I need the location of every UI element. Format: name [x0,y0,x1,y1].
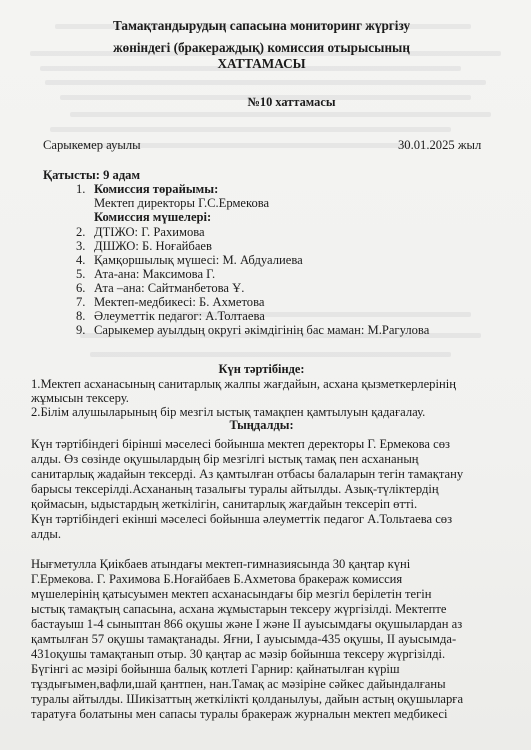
protocol-number: №10 хаттамасы [247,95,336,109]
paragraph-line: барысы тексерілді.Асхананың тазалығы туралы айтылды. Азық-түліктердің [31,482,439,496]
paragraph-line: 431оқушы тамақтанып отыр. 30 қаңтар ас мәзір бойынша тексеру жүргізілді. [31,647,446,661]
agenda-line: жұмысын тексеру. [31,391,129,405]
paragraph-line: Бүгінгі ас мәзірі бойынша балық котлеті Гарнир: қайнатылған күріш [31,662,400,676]
paragraph-line: алды. Өз сөзінде оқушылардың бір мезгілгі ыстық тамақ пен асхананың [31,452,419,466]
list-item-number: 6. [76,281,86,295]
agenda-heading: Күн тәртібінде: [218,362,305,376]
paragraph-line: тұздығымен,вафли,шай қантпен, нан.Тамақ ас мәзіріне сәйкес дайындалғаны [31,677,446,691]
member-item: Мектеп-медбикесі: Б. Ахметова [94,295,265,309]
list-item-number: 7. [76,295,86,309]
attendance-count: Қатысты: 9 адам [43,168,141,182]
list-item-number: 8. [76,309,86,323]
paragraph-line: санитарлық жадайын тексерді. Аз қамтылған отбасы балаларын тегін тамақтану [31,467,464,481]
member-item: ДШЖО: Б. Ноғайбаев [94,239,212,253]
heard-heading: Тыңдалды: [229,418,294,432]
member-item: Қамқоршылық мүшесі: М. Абдуалиева [94,253,303,267]
list-item-number: 5. [76,267,86,281]
paragraph-line: алды. [31,527,62,541]
paragraph-line: туралы айтылды. Шикізаттың жеткілікті қолданылуы, дайын астың оқушыларға [31,692,464,706]
members-heading: Комиссия мүшелері: [94,210,212,224]
list-item-number: 2. [76,225,86,239]
paragraph-line: мүшелерінің қатысуымен мектеп асханасындағы бір мезгіл берілетін тегін [31,587,432,601]
member-item: Ата –ана: Сайтманбетова Ұ. [94,281,245,295]
chair-heading: Комиссия төрайымы: [94,182,219,196]
place-name: Сарыкемер ауылы [43,138,141,152]
show-through-mark [90,352,451,357]
paragraph-line: қоймасын, ыдыстардың жеткілігін, санитарлық жағдайын тексеріп өтті. [31,497,418,511]
member-item: ДТІЖО: Г. Рахимова [94,225,205,239]
list-item-number: 3. [76,239,86,253]
title-line-3: ХАТТАМАСЫ [217,56,306,71]
chair-name: Мектеп директоры Г.С.Ермекова [94,196,270,210]
title-line-2: жөніндегі (бракераждық) комиссия отырысының [113,40,410,55]
paragraph-line: қамтылған 57 оқушы тамақтанады. Яғни, І ауысымда-435 оқушы, ІІ ауысымда- [31,632,457,646]
title-line-1: Тамақтандырудың сапасына мониторинг жүргізу [112,18,411,33]
list-item-number: 9. [76,323,86,337]
member-item: Ата-ана: Максимова Г. [94,267,216,281]
protocol-date: 30.01.2025 жыл [398,138,482,152]
paragraph-line: Г.Ермекова. Г. Рахимова Б.Ноғайбаев Б.Ахметова бракераж комиссия [31,572,403,586]
list-item-number: 1. [76,182,86,196]
member-item: Сарыкемер ауылдың округі әкімдігінің бас маман: М.Рагулова [94,323,430,337]
paragraph-line: Күн тәртібіндегі бірінші мәселесі бойынша мектеп деректоры Г. Ермекова сөз [31,437,450,451]
paragraph-line: бастауыш 1-4 сыныптан 866 оқушы және І және ІІ ауысымдағы оқушылардан аз [31,617,463,631]
show-through-mark [50,127,451,132]
paragraph-line: ыстық тамақтың сапасына, асхана жұмыстарын тексеру жүргізілді. Мектепте [31,602,447,616]
paragraph-line: Күн тәртібіндегі екінші мәселесі бойынша әлеуметтік педагог А.Тольтаева сөз [31,512,453,526]
show-through-mark [70,112,491,117]
agenda-line: 1.Мектеп асханасының санитарлық жалпы жағдайын, асхана қызметкерлерінің [31,377,456,391]
paragraph-line: таратуға болатыны мен сапасы туралы бракераж журналын мектеп медбикесі [31,707,448,721]
list-item-number: 4. [76,253,86,267]
agenda-line: 2.Білім алушыларының бір мезгіл ыстық тамақпен қамтылуын қадағалау. [31,405,426,419]
paragraph-line: Нығметулла Қиікбаев атындағы мектеп-гимназиясында 30 қаңтар күні [31,557,411,571]
member-item: Әлеуметтік педагог: А.Толтаева [94,309,265,323]
show-through-mark [45,80,486,85]
